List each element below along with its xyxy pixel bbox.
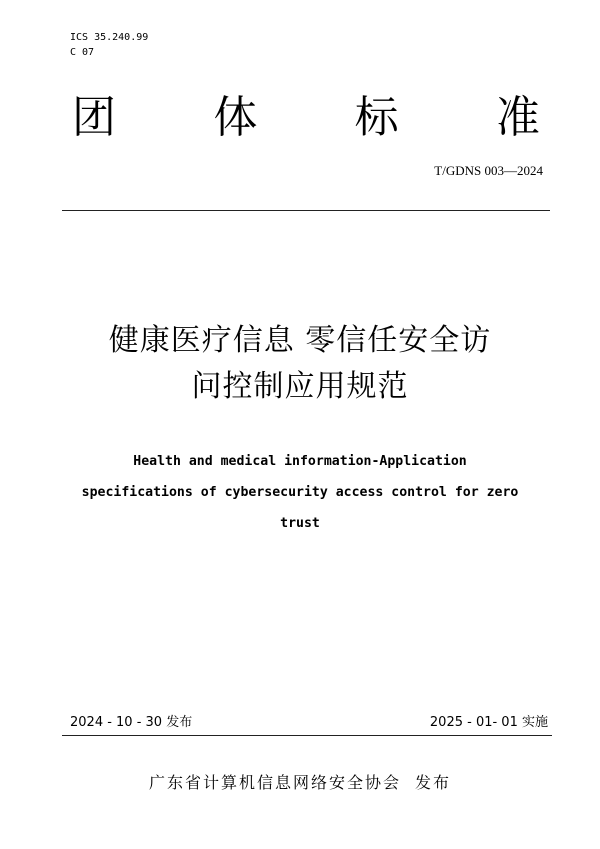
standard-type-char: 体: [213, 92, 258, 143]
implementation-date: 2025 - 01- 01 实施: [429, 715, 548, 730]
chinese-title-line-2: 问控制应用规范: [191, 369, 409, 404]
bottom-divider: [62, 735, 552, 736]
top-divider: [62, 210, 550, 211]
publisher-action: 发布: [415, 773, 452, 792]
english-title-line-2: specifications of cybersecurity access control for zero: [81, 485, 519, 500]
issue-date: 2024 - 10 - 30 发布: [70, 715, 193, 730]
chinese-title: [40, 318, 560, 410]
standard-type-heading: [72, 90, 540, 146]
publisher-line: [0, 772, 600, 794]
english-title-line-1: Health and medical information-Application: [133, 454, 467, 469]
standard-type-char: 团: [72, 92, 116, 143]
publisher-name: 广东省计算机信息网络安全协会: [148, 773, 401, 792]
ics-code: ICS 35.240.99: [70, 32, 149, 43]
chinese-title-line-1: 健康医疗信息 零信任安全访: [108, 323, 492, 358]
standard-type-char: 标: [354, 92, 399, 143]
english-title-line-3: trust: [280, 516, 320, 531]
document-number: T/GDNS 003—2024: [434, 163, 543, 178]
standard-type-char: 准: [495, 92, 540, 143]
english-title: [30, 446, 570, 539]
ccs-code: C 07: [70, 47, 95, 58]
